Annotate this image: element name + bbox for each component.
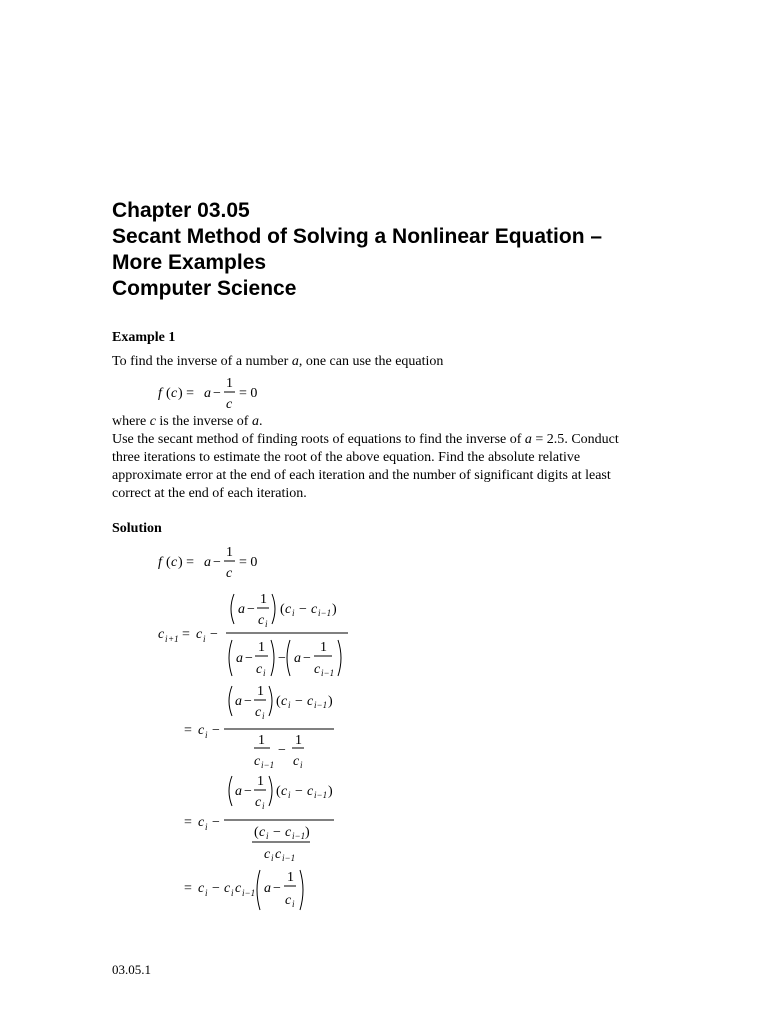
task-line-2: three iterations to estimate the root of the above equation. Find the absolute relative: [112, 450, 581, 465]
svg-text:i: i: [288, 700, 291, 710]
svg-text:c: c: [171, 386, 178, 401]
svg-text:−: −: [278, 743, 286, 758]
svg-text:c: c: [226, 566, 233, 581]
svg-text:c: c: [311, 602, 318, 617]
svg-text:1: 1: [226, 376, 233, 391]
svg-text:i: i: [231, 888, 234, 898]
svg-text:) =: ) =: [178, 555, 195, 570]
svg-text:c: c: [158, 627, 165, 642]
secant-formula-equation: [158, 588, 358, 684]
svg-text:c: c: [256, 662, 263, 677]
svg-text:=: =: [184, 723, 192, 738]
svg-text:−: −: [213, 386, 221, 401]
svg-text:i: i: [165, 634, 168, 644]
example-title: Example 1: [112, 330, 176, 345]
svg-text:a: a: [238, 602, 245, 617]
svg-text:−: −: [299, 602, 307, 617]
svg-text:1: 1: [320, 640, 327, 655]
svg-text:−: −: [303, 651, 311, 666]
task-line-4: correct at the end of each iteration.: [112, 486, 307, 501]
chapter-subject: Computer Science: [112, 277, 297, 300]
svg-text:c: c: [281, 784, 288, 799]
svg-text:i−1: i−1: [261, 760, 275, 770]
svg-text:i−1: i−1: [314, 790, 328, 800]
svg-text:(: (: [166, 386, 171, 401]
equation-f-of-c: [158, 378, 288, 414]
chapter-number: Chapter 03.05: [112, 199, 250, 222]
svg-text:i: i: [300, 760, 303, 770]
intro-text: To find the inverse of a number: [112, 354, 292, 369]
solution-equation-f-of-c: [158, 547, 288, 583]
svg-text:a: a: [235, 784, 242, 799]
task-value: = 2.5: [531, 432, 565, 447]
svg-text:a: a: [264, 881, 271, 896]
svg-text:c: c: [235, 881, 242, 896]
where-text-mid: is the inverse of: [155, 414, 252, 429]
intro-variable: a: [291, 354, 299, 369]
svg-text:) =: ) =: [178, 386, 195, 401]
svg-text:f: f: [158, 386, 162, 401]
where-text-end: .: [258, 414, 263, 429]
svg-text:i−1: i−1: [314, 700, 328, 710]
svg-text:i−1: i−1: [282, 853, 296, 863]
svg-text:c: c: [281, 694, 288, 709]
chapter-title-line-2: More Examples: [112, 251, 267, 274]
svg-text:= 0: = 0: [239, 555, 258, 570]
example-intro: [112, 353, 672, 371]
svg-text:c: c: [314, 662, 321, 677]
svg-text:): ): [328, 694, 333, 709]
svg-text:−: −: [245, 651, 253, 666]
svg-text:i−1: i−1: [318, 608, 332, 618]
svg-text:a: a: [235, 694, 242, 709]
svg-text:−: −: [212, 881, 220, 896]
svg-text:−: −: [212, 815, 220, 830]
svg-text:i: i: [262, 711, 265, 721]
svg-text:(: (: [166, 555, 171, 570]
svg-text:=: =: [182, 627, 190, 642]
svg-text:−: −: [247, 602, 255, 617]
svg-text:i: i: [288, 790, 291, 800]
intro-text-end: , one can use the equation: [298, 354, 444, 369]
svg-text:): ): [305, 825, 310, 840]
where-line: [112, 413, 672, 431]
svg-text:c: c: [285, 602, 292, 617]
chapter-heading: [112, 198, 602, 302]
svg-text:(: (: [276, 784, 281, 799]
svg-text:): ): [332, 602, 337, 617]
svg-text:i: i: [265, 619, 268, 629]
svg-text:−: −: [213, 555, 221, 570]
svg-text:1: 1: [295, 733, 302, 748]
svg-text:c: c: [264, 847, 271, 862]
svg-text:i−1: i−1: [292, 831, 306, 841]
svg-text:c: c: [285, 825, 292, 840]
svg-text:i: i: [205, 822, 208, 832]
where-variable-c: c: [149, 414, 156, 429]
svg-text:c: c: [275, 847, 282, 862]
svg-text:a: a: [236, 651, 243, 666]
svg-text:=: =: [184, 815, 192, 830]
svg-text:1: 1: [226, 545, 233, 560]
svg-text:c: c: [258, 613, 265, 628]
svg-text:=: =: [184, 881, 192, 896]
svg-text:a: a: [204, 555, 211, 570]
where-variable-a: a: [251, 414, 259, 429]
svg-text:i: i: [266, 831, 269, 841]
secant-formula-step-4: [184, 866, 324, 914]
page-number: 03.05.1: [112, 962, 151, 977]
solution-title: Solution: [112, 521, 162, 536]
svg-text:1: 1: [258, 640, 265, 655]
svg-text:c: c: [259, 825, 266, 840]
svg-text:): ): [328, 784, 333, 799]
svg-text:−: −: [278, 651, 286, 666]
svg-text:c: c: [255, 795, 262, 810]
svg-text:c: c: [285, 893, 292, 908]
svg-text:1: 1: [257, 774, 264, 789]
svg-text:+1: +1: [168, 634, 179, 644]
svg-text:i: i: [205, 888, 208, 898]
svg-text:1: 1: [258, 733, 265, 748]
svg-text:c: c: [254, 754, 261, 769]
svg-text:−: −: [244, 784, 252, 799]
task-line-3: approximate error at the end of each iteration and the number of significant digits at least: [112, 468, 611, 483]
svg-text:−: −: [212, 723, 220, 738]
svg-text:(: (: [280, 602, 285, 617]
svg-text:= 0: = 0: [239, 386, 258, 401]
svg-text:−: −: [295, 694, 303, 709]
svg-text:(: (: [254, 825, 259, 840]
svg-text:c: c: [307, 784, 314, 799]
svg-text:i−1: i−1: [321, 668, 335, 678]
secant-formula-step-2: [184, 684, 344, 770]
svg-text:c: c: [198, 881, 205, 896]
svg-text:−: −: [210, 627, 218, 642]
svg-text:c: c: [307, 694, 314, 709]
secant-formula-step-3: [184, 774, 344, 866]
svg-text:i: i: [262, 801, 265, 811]
svg-text:c: c: [171, 555, 178, 570]
svg-text:c: c: [293, 754, 300, 769]
svg-text:i−1: i−1: [242, 888, 256, 898]
where-text: where: [112, 414, 150, 429]
svg-text:c: c: [198, 723, 205, 738]
svg-text:−: −: [244, 694, 252, 709]
svg-text:i: i: [292, 899, 295, 909]
svg-text:c: c: [224, 881, 231, 896]
chapter-title-line-1: Secant Method of Solving a Nonlinear Equation –: [112, 225, 603, 248]
svg-text:c: c: [226, 397, 233, 412]
svg-text:c: c: [196, 627, 203, 642]
svg-text:−: −: [273, 825, 281, 840]
svg-text:c: c: [198, 815, 205, 830]
svg-text:−: −: [273, 881, 281, 896]
svg-text:(: (: [276, 694, 281, 709]
svg-text:f: f: [158, 555, 162, 570]
svg-text:i: i: [271, 853, 274, 863]
svg-text:i: i: [203, 634, 206, 644]
svg-text:1: 1: [287, 870, 294, 885]
task-line-1-end: . Conduct: [564, 432, 619, 447]
svg-text:i: i: [292, 608, 295, 618]
svg-text:1: 1: [260, 592, 267, 607]
svg-text:a: a: [294, 651, 301, 666]
svg-text:i: i: [205, 730, 208, 740]
task-line-1: Use the secant method of finding roots of equations to find the inverse of: [112, 432, 525, 447]
svg-text:c: c: [255, 705, 262, 720]
svg-text:−: −: [295, 784, 303, 799]
svg-text:1: 1: [257, 684, 264, 699]
svg-text:a: a: [204, 386, 211, 401]
svg-text:i: i: [263, 668, 266, 678]
task-paragraph: [112, 431, 672, 503]
task-variable-a: a: [524, 432, 532, 447]
